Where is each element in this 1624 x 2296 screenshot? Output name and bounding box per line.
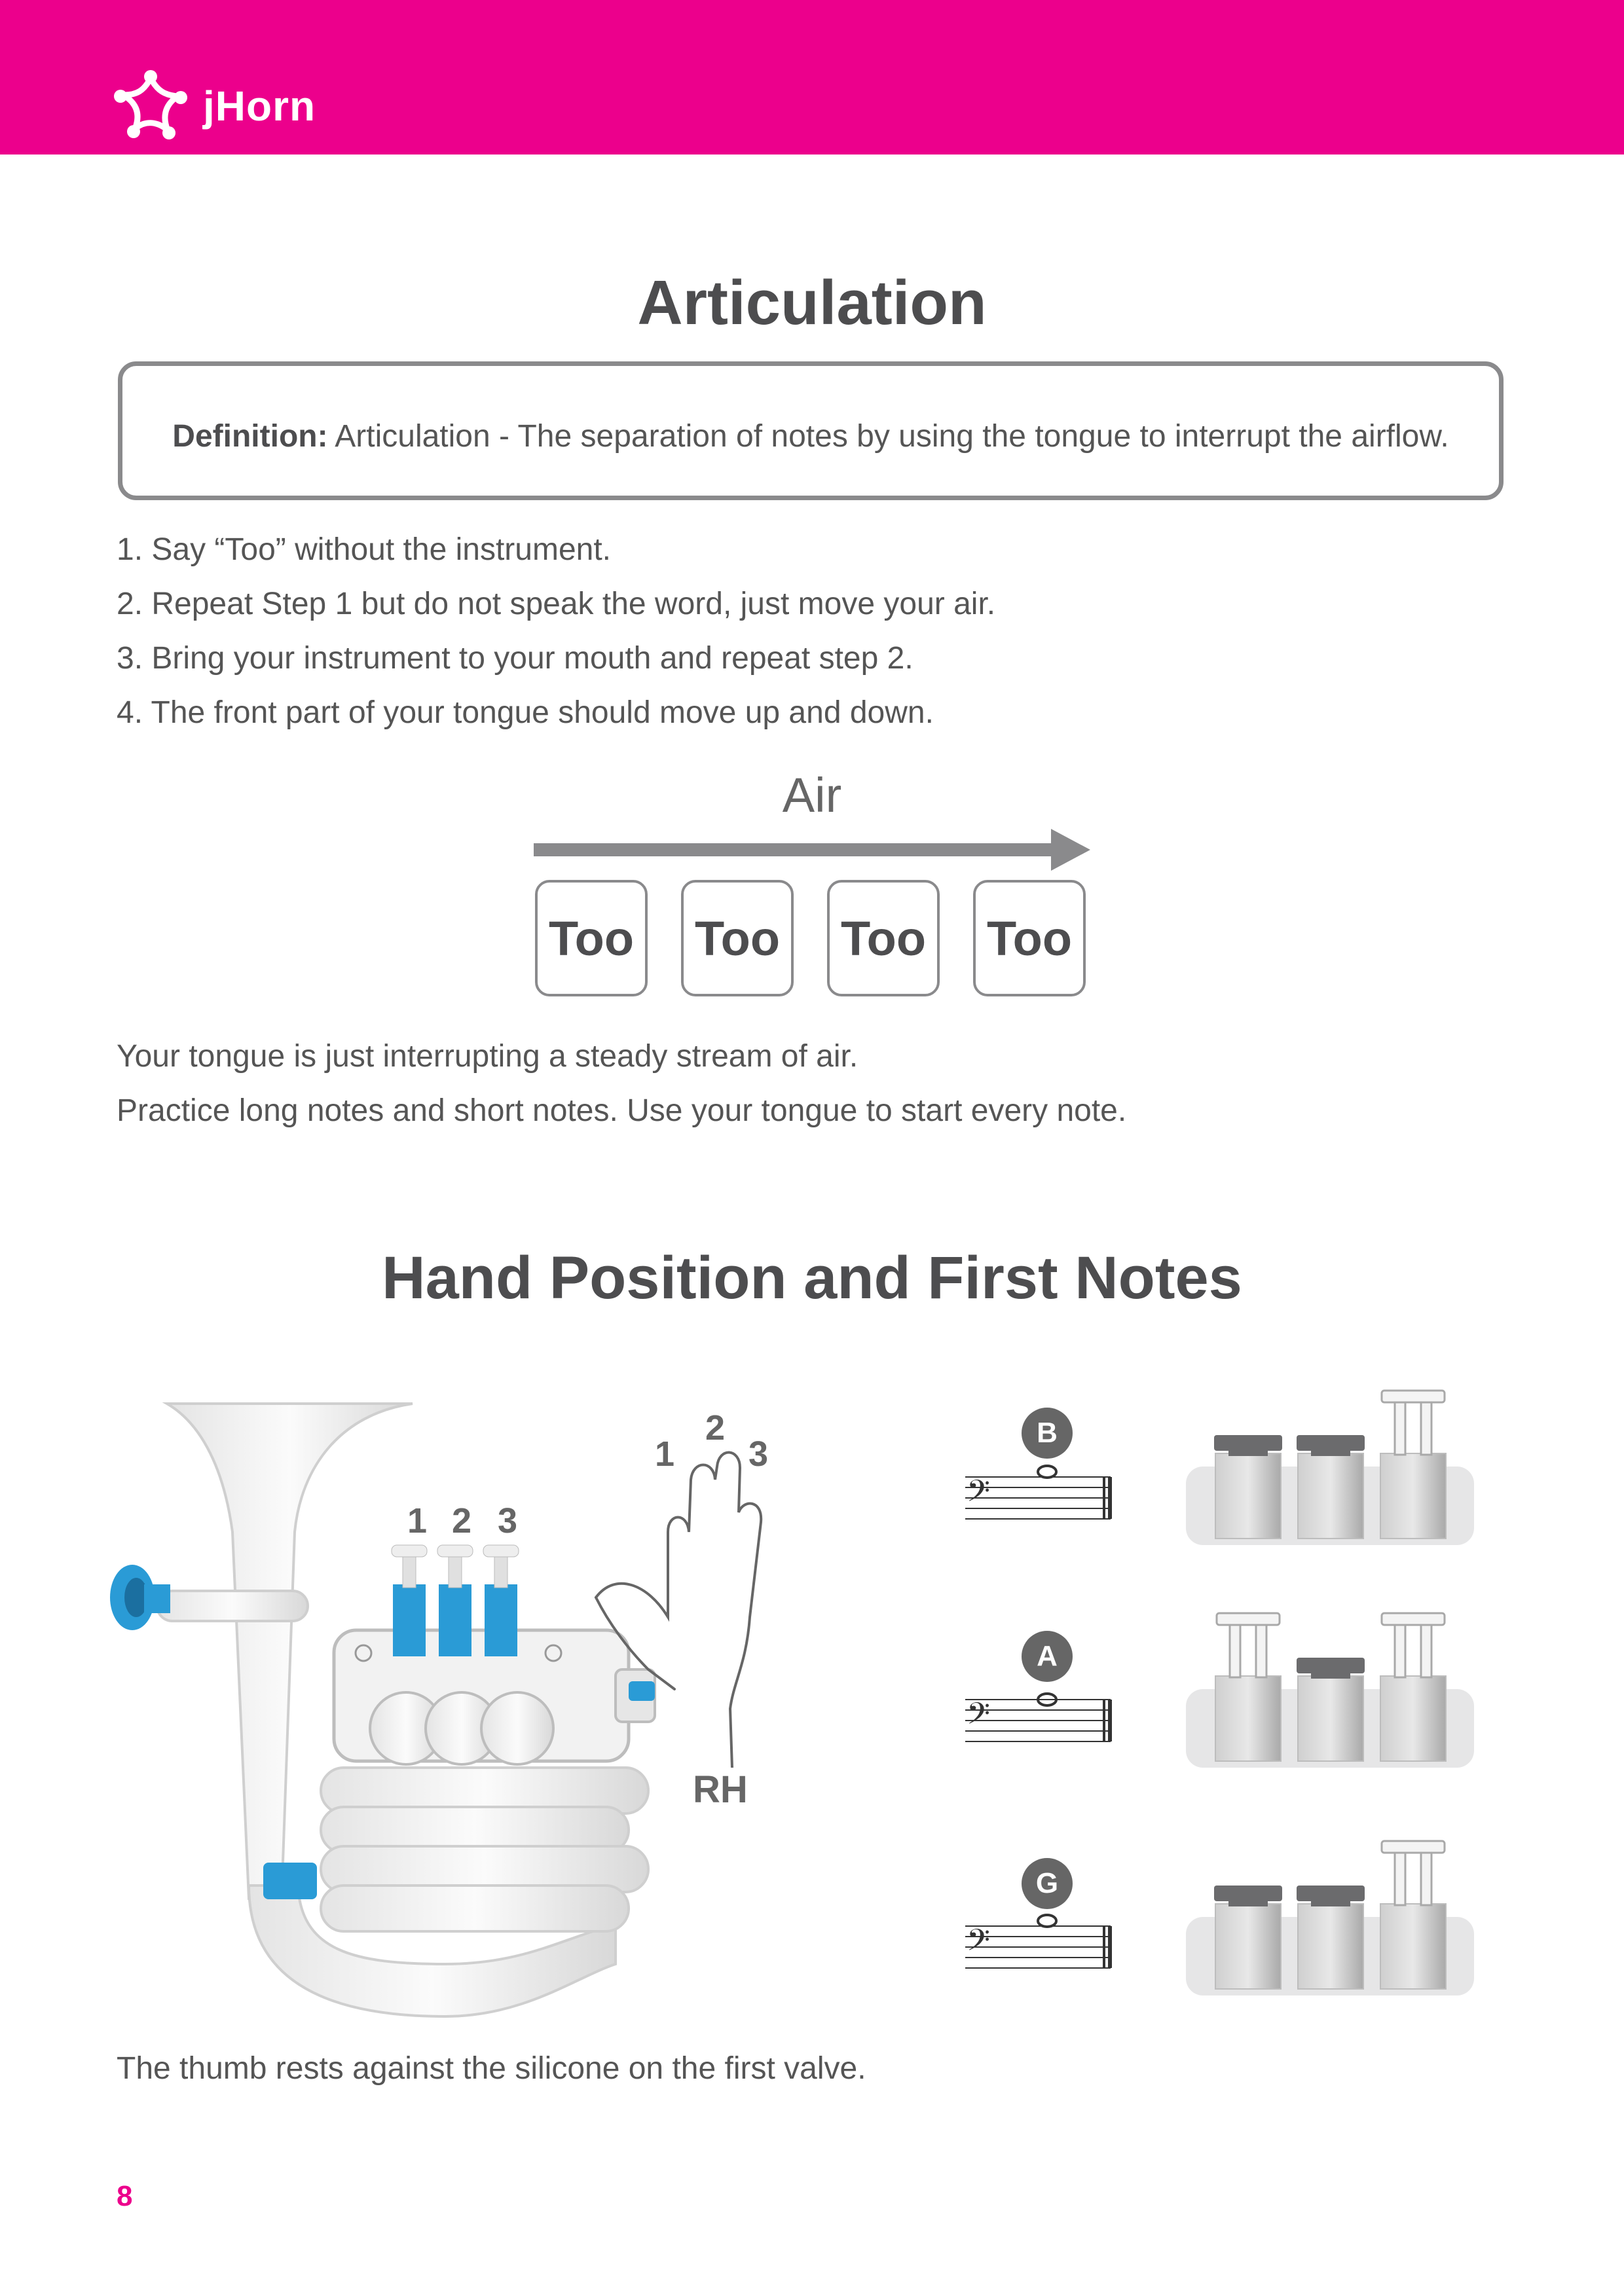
too-syllable-box: Too: [681, 880, 794, 996]
valve-pressed-cap: [1214, 1886, 1282, 1901]
paragraph: Your tongue is just interrupting a steady stream of air.: [117, 1039, 858, 1074]
valve-open-cap: [1217, 1613, 1280, 1625]
valve-pressed-stem: [1311, 1900, 1350, 1906]
right-hand-label: RH: [693, 1768, 748, 1811]
valve-open-stem: [1395, 1402, 1405, 1455]
bass-clef-staff-icon: [959, 1453, 1116, 1532]
air-label: Air: [782, 768, 842, 822]
note-badge-g: G: [1022, 1858, 1073, 1909]
valve-open-stem: [1256, 1625, 1266, 1677]
note-badge-a: A: [1022, 1631, 1073, 1682]
valve-pressed-cap: [1297, 1886, 1365, 1901]
valve-pressed-cap: [1214, 1435, 1282, 1451]
valve-body: [1298, 1904, 1363, 1989]
valve-open-cap: [1382, 1613, 1445, 1625]
valve-fingering-diagram: [1183, 1388, 1477, 1552]
definition-term: Definition:: [172, 419, 328, 454]
jhorn-star-logo-icon: [111, 69, 190, 141]
valve-open-stem: [1395, 1853, 1405, 1905]
valve-pressed-stem: [1228, 1900, 1268, 1906]
valve-pressed-cap: [1297, 1658, 1365, 1673]
definition-box: [118, 361, 1504, 500]
valve-body: [1215, 1676, 1281, 1761]
valve-number: 2: [452, 1501, 472, 1540]
valve-body: [1215, 1904, 1281, 1989]
too-syllable-box: Too: [827, 880, 940, 996]
air-arrow-icon: [534, 826, 1090, 872]
finger-number: 2: [705, 1408, 726, 1448]
valve-body: [1380, 1676, 1446, 1761]
valve-open-stem: [1421, 1625, 1431, 1677]
valve-body: [1298, 1676, 1363, 1761]
step-item: 1. Say “Too” without the instrument.: [117, 532, 612, 567]
valve-body: [1380, 1904, 1446, 1989]
definition-body: Articulation - The separation of notes by using the tongue to interrupt the airflow.: [327, 419, 1449, 454]
step-item: 4. The front part of your tongue should move up and down.: [117, 695, 934, 730]
valve-open-stem: [1230, 1625, 1240, 1677]
page-number: 8: [117, 2180, 133, 2212]
valve-open-stem: [1421, 1402, 1431, 1455]
definition-text: [122, 418, 1499, 454]
paragraph: Practice long notes and short notes. Use your tongue to start every note.: [117, 1093, 1127, 1128]
svg-text:𝄢: 𝄢: [967, 1923, 991, 1965]
valve-open-cap: [1382, 1841, 1445, 1853]
valve-pressed-stem: [1228, 1449, 1268, 1456]
valve-number: 1: [407, 1501, 428, 1540]
valve-fingering-diagram: [1183, 1611, 1477, 1774]
valve-body: [1380, 1453, 1446, 1539]
too-syllable-box: Too: [973, 880, 1086, 996]
valve-pressed-stem: [1311, 1449, 1350, 1456]
section-title-articulation: Articulation: [637, 268, 987, 338]
valve-open-stem: [1395, 1625, 1405, 1677]
svg-text:𝄢: 𝄢: [967, 1696, 991, 1739]
step-item: 2. Repeat Step 1 but do not speak the word, just move your air.: [117, 587, 996, 621]
valve-open-stem: [1421, 1853, 1431, 1905]
valve-number: 3: [498, 1501, 518, 1540]
svg-text:𝄢: 𝄢: [967, 1474, 991, 1516]
step-item: 3. Bring your instrument to your mouth and repeat step 2.: [117, 641, 913, 676]
section-title-hand-position: Hand Position and First Notes: [382, 1245, 1242, 1311]
note-badge-b: B: [1022, 1408, 1073, 1459]
valve-body: [1215, 1453, 1281, 1539]
bass-clef-staff-icon: [959, 1676, 1116, 1755]
valve-pressed-stem: [1311, 1672, 1350, 1679]
header-bar: [0, 0, 1624, 155]
valve-fingering-diagram: [1183, 1838, 1477, 2002]
right-hand-outline-icon: [589, 1401, 825, 1768]
valve-open-cap: [1382, 1391, 1445, 1402]
valve-pressed-cap: [1297, 1435, 1365, 1451]
brand-name: jHorn: [203, 82, 316, 130]
finger-number: 3: [748, 1434, 769, 1474]
valve-body: [1298, 1453, 1363, 1539]
bass-clef-staff-icon: [959, 1903, 1116, 1981]
caption: The thumb rests against the silicone on the first valve.: [117, 2051, 866, 2086]
finger-number: 1: [655, 1434, 675, 1474]
too-syllable-box: Too: [535, 880, 648, 996]
